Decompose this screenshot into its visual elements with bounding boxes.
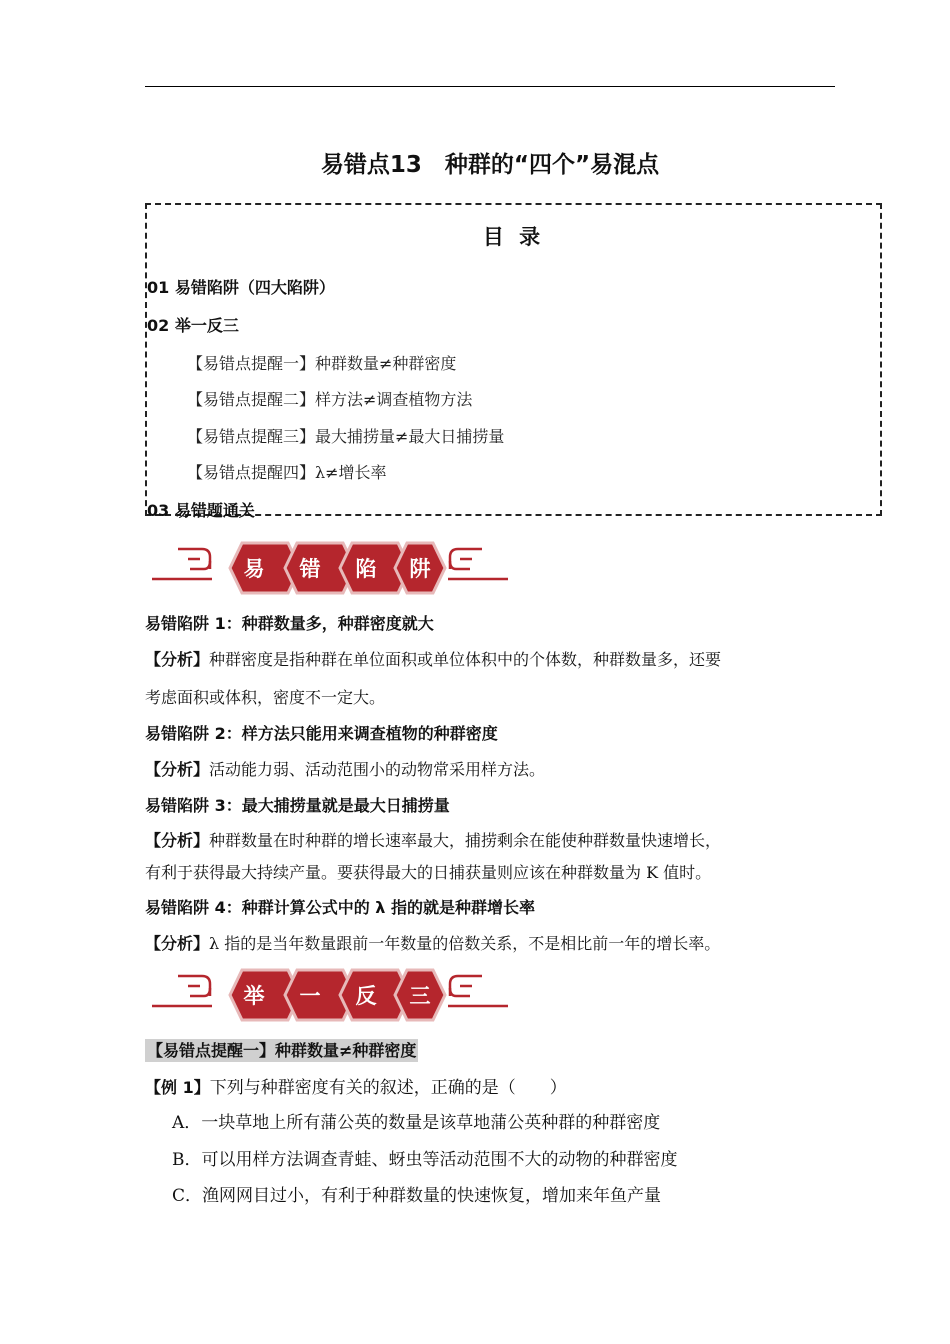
banner-char: 错 bbox=[299, 557, 321, 581]
toc-reminder-1[interactable]: 【易错点提醒一】种群数量≠种群密度 bbox=[187, 354, 457, 373]
banner-right-ornament bbox=[448, 976, 508, 1006]
analysis-text: 活动能力弱、活动范围小的动物常采用样方法。 bbox=[209, 760, 546, 779]
trap-1-heading: 易错陷阱 1：种群数量多，种群密度就大 bbox=[145, 614, 434, 633]
toc-section-2[interactable]: 02 举一反三 bbox=[147, 316, 239, 335]
trap-1-analysis-line-1 bbox=[145, 647, 721, 670]
trap-3-heading: 易错陷阱 3：最大捕捞量就是最大日捕捞量 bbox=[145, 796, 450, 815]
trap-3-analysis-line-2: 有利于获得最大持续产量。要获得最大的日捕获量则应该在种群数量为 K 值时。 bbox=[145, 863, 712, 882]
analysis-text: λ 指的是当年数量跟前一年数量的倍数关系，不是相比前一年的增长率。 bbox=[209, 934, 721, 953]
analysis-label: 【分析】 bbox=[145, 934, 210, 953]
trap-3-analysis-line-1 bbox=[145, 828, 721, 851]
header-rule bbox=[145, 86, 835, 87]
analysis-text: 种群数量在时种群的增长速率最大，捕捞剩余在能使种群数量快速增长， bbox=[209, 831, 722, 850]
toc-section-1[interactable]: 01 易错陷阱（四大陷阱） bbox=[147, 278, 335, 297]
toc-reminder-2[interactable]: 【易错点提醒二】样方法≠调查植物方法 bbox=[187, 390, 473, 409]
banner-left-ornament bbox=[152, 976, 212, 1006]
trap-4-heading: 易错陷阱 4：种群计算公式中的 λ 指的就是种群增长率 bbox=[145, 898, 535, 917]
traps-banner bbox=[150, 537, 510, 599]
reminder-highlight: 【易错点提醒一】种群数量≠种群密度 bbox=[147, 1041, 417, 1060]
toc-reminder-3[interactable]: 【易错点提醒三】最大捕捞量≠最大日捕捞量 bbox=[187, 427, 505, 446]
toc-heading: 目 录 bbox=[482, 225, 545, 249]
examples-banner bbox=[150, 964, 510, 1026]
option-a[interactable]: A．一块草地上所有蒲公英的数量是该草地蒲公英种群的种群密度 bbox=[172, 1113, 661, 1133]
example-1-question bbox=[145, 1073, 567, 1098]
example-reminder-heading bbox=[145, 1038, 418, 1061]
banner-char: 举 bbox=[243, 984, 265, 1008]
analysis-text: 种群密度是指种群在单位面积或单位体积中的个体数，种群数量多，还要 bbox=[209, 650, 722, 669]
question-text: 下列与种群密度有关的叙述，正确的是（ ） bbox=[209, 1078, 567, 1098]
analysis-label: 【分析】 bbox=[145, 650, 210, 669]
banner-char: 易 bbox=[243, 557, 265, 581]
analysis-label: 【分析】 bbox=[145, 831, 210, 850]
toc-section-3[interactable]: 03 易错题通关 bbox=[147, 501, 255, 520]
trap-2-heading: 易错陷阱 2：样方法只能用来调查植物的种群密度 bbox=[145, 724, 498, 743]
banner-right-ornament bbox=[448, 549, 508, 579]
toc-reminder-4[interactable]: 【易错点提醒四】λ≠增长率 bbox=[187, 463, 387, 482]
banner-char: 一 bbox=[299, 984, 321, 1008]
trap-4-analysis-line-1 bbox=[145, 931, 720, 954]
trap-1-analysis-line-2: 考虑面积或体积，密度不一定大。 bbox=[145, 688, 386, 707]
banner-left-ornament bbox=[152, 549, 212, 579]
trap-2-analysis-line-1 bbox=[145, 757, 545, 780]
banner-char: 三 bbox=[409, 984, 431, 1008]
banner-char: 阱 bbox=[409, 557, 431, 581]
table-of-contents bbox=[145, 203, 882, 520]
banner-char: 反 bbox=[355, 984, 377, 1008]
example-label: 【例 1】 bbox=[145, 1078, 210, 1097]
option-b[interactable]: B．可以用样方法调查青蛙、蚜虫等活动范围不大的动物的种群密度 bbox=[172, 1150, 678, 1170]
option-c[interactable]: C．渔网网目过小，有利于种群数量的快速恢复，增加来年鱼产量 bbox=[172, 1186, 662, 1206]
analysis-label: 【分析】 bbox=[145, 760, 210, 779]
page-title: 易错点13 种群的“四个”易混点 bbox=[320, 152, 660, 178]
banner-char: 陷 bbox=[355, 557, 377, 581]
